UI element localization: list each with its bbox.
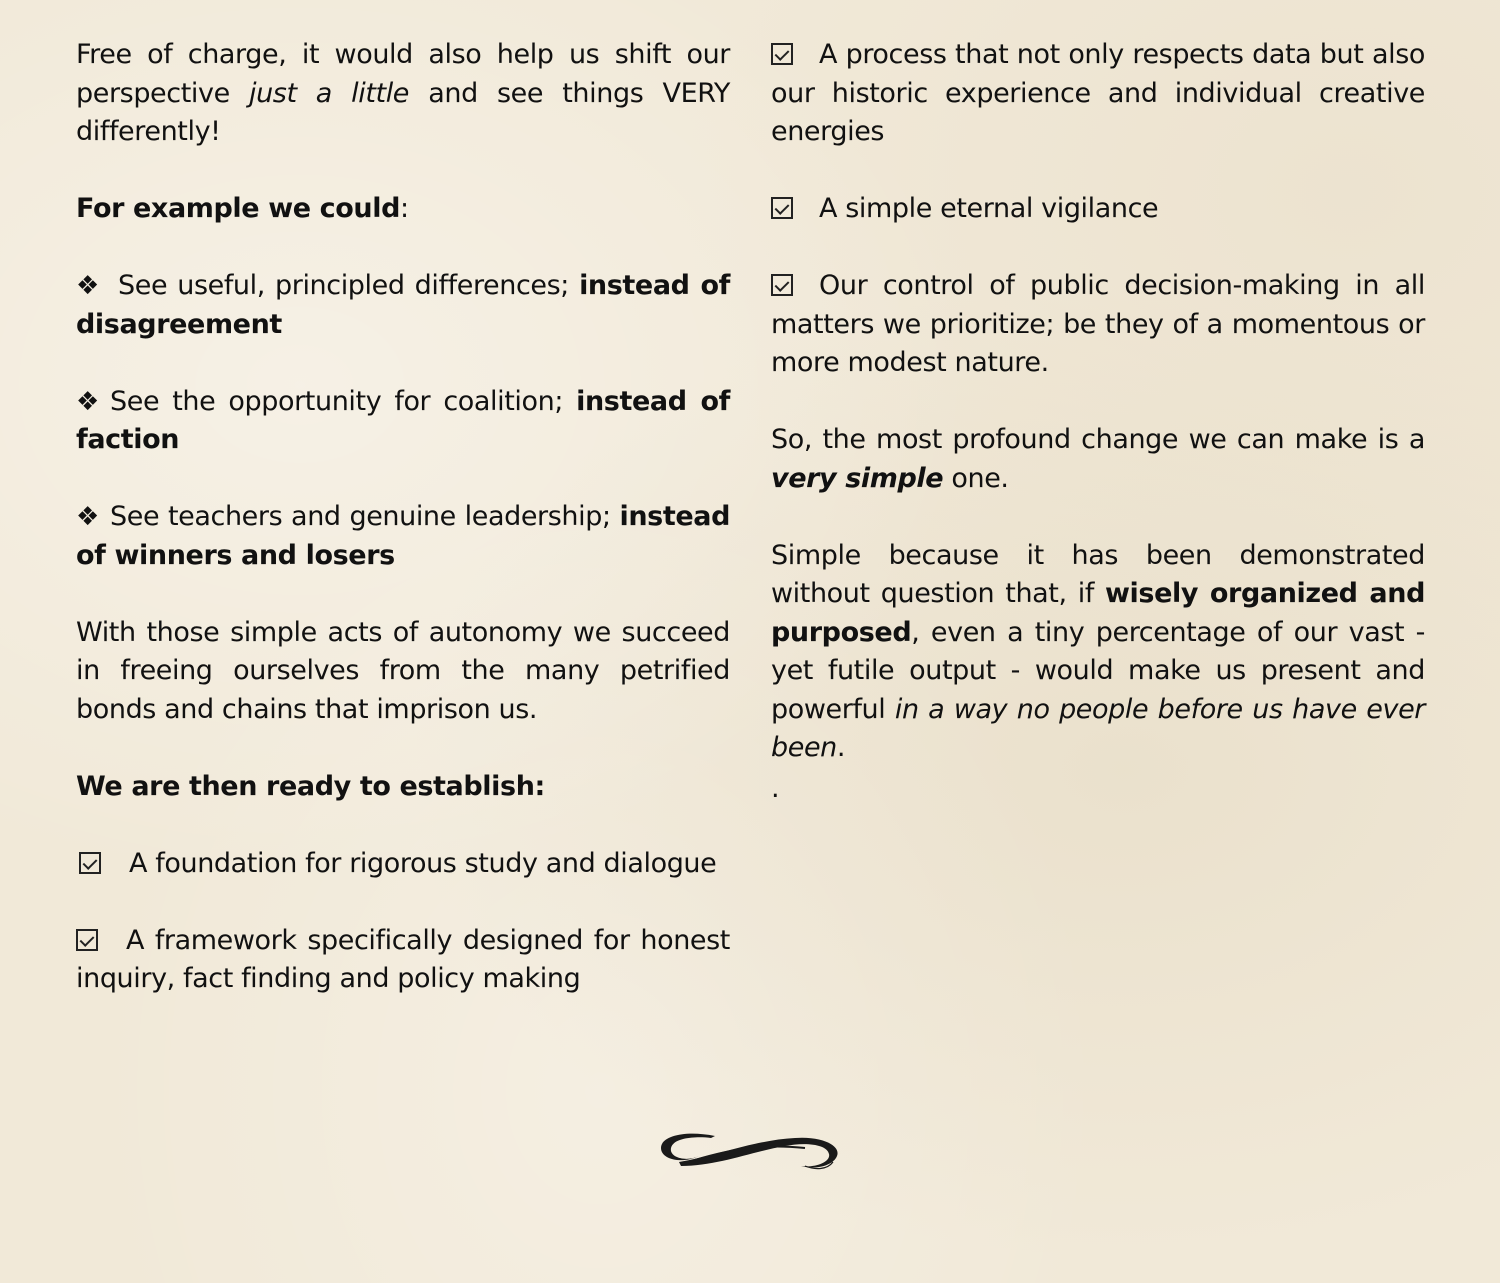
profound-paragraph bbox=[771, 421, 1425, 498]
check-text: A simple eternal vigilance bbox=[819, 193, 1159, 224]
bullet-item bbox=[76, 267, 730, 344]
intro-paragraph bbox=[76, 36, 730, 152]
left-column bbox=[76, 36, 730, 999]
example-heading-bold: For example we could bbox=[76, 193, 401, 224]
bullet-bold-text: instead of faction bbox=[76, 385, 730, 455]
checkbox-icon bbox=[771, 43, 793, 65]
intro-italic-text: just a little bbox=[248, 77, 410, 109]
establish-heading bbox=[76, 768, 730, 807]
check-item bbox=[771, 36, 1425, 152]
simple-text: Simple because it has been demonstrated without question that, if bbox=[771, 539, 1425, 609]
simple-paragraph bbox=[771, 537, 1425, 768]
right-column bbox=[771, 36, 1425, 808]
simple-text-end: . bbox=[836, 732, 846, 763]
flourish-ornament-icon bbox=[655, 1126, 845, 1178]
profound-bold-italic-text: very simple bbox=[771, 462, 944, 494]
checkbox-icon bbox=[79, 852, 101, 874]
profound-text: So, the most profound change we can make is a bbox=[771, 424, 1425, 455]
example-heading bbox=[76, 190, 730, 229]
check-text: A foundation for rigorous study and dialogue bbox=[129, 847, 717, 879]
bullet-item bbox=[76, 498, 730, 575]
bullet-text: See useful, principled differences; bbox=[118, 270, 580, 301]
check-item bbox=[771, 267, 1425, 383]
check-text: Our control of public decision-making in all matters we prioritize; be they of a momentous or more modest nature. bbox=[771, 270, 1425, 378]
simple-bold-text: wisely organized and purposed bbox=[771, 578, 1425, 648]
check-item bbox=[771, 190, 1425, 229]
check-item bbox=[76, 845, 730, 884]
diamond-bullet-icon: ❖ bbox=[76, 271, 99, 301]
bullet-text: See teachers and genuine leadership; bbox=[110, 501, 620, 532]
checkbox-icon bbox=[771, 274, 793, 296]
autonomy-paragraph: With those simple acts of autonomy we succeed in freeing ourselves from the many petrified bonds and chains that imprison us. bbox=[76, 616, 730, 725]
check-text: A process that not only respects data but also our historic experience and individual creative energies bbox=[771, 39, 1425, 147]
checkbox-icon bbox=[76, 929, 98, 951]
trailing-dot: . bbox=[771, 772, 780, 804]
simple-text-middle: , even a tiny percentage of our vast - yet futile output - would make us present and powerful bbox=[771, 616, 1425, 725]
profound-text-end: one. bbox=[943, 462, 1009, 494]
bullet-bold-text: instead of disagreement bbox=[76, 270, 730, 340]
bullet-bold-text: instead of winners and losers bbox=[76, 501, 730, 571]
checkbox-icon bbox=[771, 197, 793, 219]
intro-text: Free of charge, it would also help us shift our perspective bbox=[76, 39, 730, 109]
check-text: A framework specifically designed for honest inquiry, fact finding and policy making bbox=[76, 924, 730, 994]
diamond-bullet-icon: ❖ bbox=[76, 502, 99, 532]
simple-italic-text: in a way no people before us have ever been bbox=[771, 693, 1425, 763]
bullet-item bbox=[76, 383, 730, 460]
establish-heading-bold: We are then ready to establish: bbox=[76, 770, 545, 802]
intro-text-end: and see things VERY differently! bbox=[76, 77, 730, 147]
bullet-text: See the opportunity for coalition; bbox=[110, 385, 577, 417]
diamond-bullet-icon: ❖ bbox=[76, 386, 99, 417]
check-item bbox=[76, 922, 730, 999]
example-heading-colon: : bbox=[400, 193, 409, 224]
